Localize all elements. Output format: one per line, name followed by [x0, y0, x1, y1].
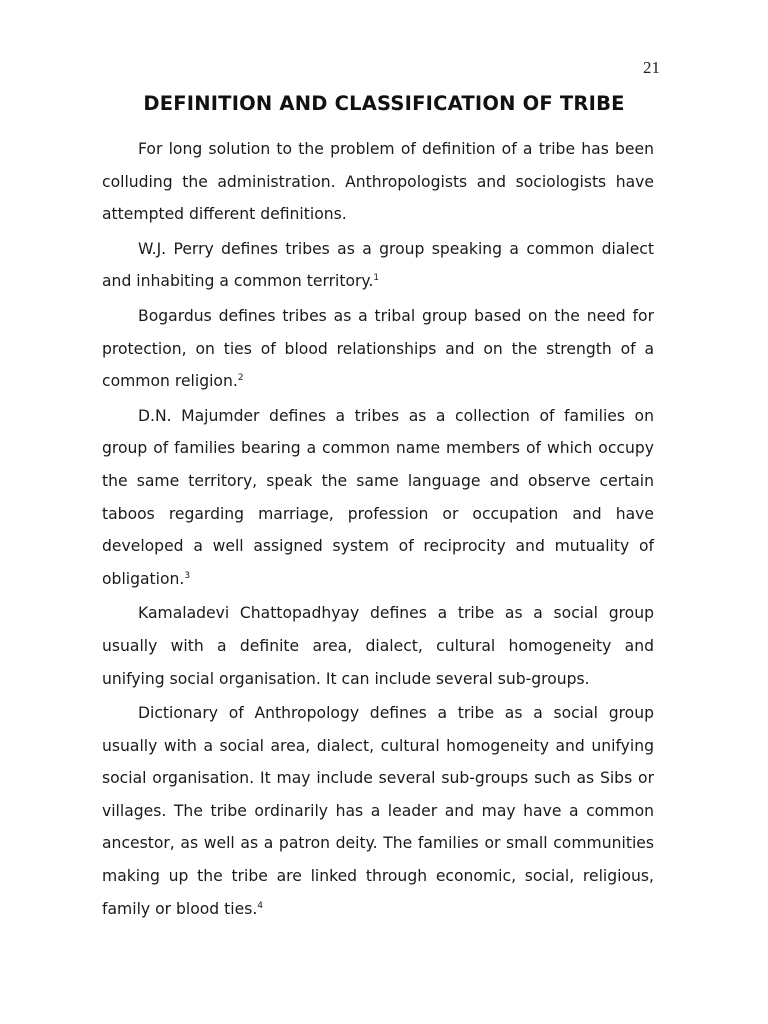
paragraph-text: Dictionary of Anthropology defines a tribe as a social group usually with a social area, dialect, cultural homogeneity and unifying social organisation. It may include several sub-groups such as Sibs or villages. The tribe ordinarily has a leader and may have a common ancestor, as well as a patron deity. The families or small communities making up the tribe are linked through economic, social, religious, family or blood ties. — [102, 704, 654, 918]
footnote-marker: 4 — [257, 900, 264, 911]
paragraph-text: W.J. Perry defines tribes as a group speaking a common dialect and inhabiting a common territory. — [102, 239, 654, 291]
footnote-marker: 3 — [184, 570, 191, 581]
page-title: DEFINITION AND CLASSIFICATION OF TRIBE — [143, 92, 625, 115]
paragraph-chattopadhyay-definition — [102, 597, 654, 695]
paragraph-text: D.N. Majumder defines a tribes as a collection of families on group of families bearing a common name members of which occupy the same territory, speak the same language and observe certain taboos regarding marriage, profession or occupation and have developed a well assigned system of reciprocity and mutuality of obligation. — [102, 406, 654, 588]
paragraph-majumder-definition — [102, 400, 654, 596]
footnote-marker: 2 — [237, 372, 244, 383]
footnote-marker: 1 — [373, 273, 380, 284]
paragraph-text: For long solution to the problem of definition of a tribe has been colluding the administration. Anthropologists and sociologists have attempted different definitions. — [102, 140, 654, 224]
paragraph-bogardus-definition — [102, 300, 654, 398]
page-number: 21 — [643, 58, 660, 77]
paragraph-perry-definition — [102, 233, 654, 298]
body-text — [102, 133, 654, 927]
paragraph-intro — [102, 133, 654, 231]
paragraph-dictionary-definition — [102, 697, 654, 925]
paragraph-text: Kamaladevi Chattopadhyay defines a tribe as a social group usually with a definite area, dialect, cultural homogeneity and unifying social organisation. It can include several sub-groups. — [102, 604, 654, 688]
paragraph-text: Bogardus defines tribes as a tribal group based on the need for protection, on ties of blood relationships and on the strength of a common religion. — [102, 306, 654, 391]
